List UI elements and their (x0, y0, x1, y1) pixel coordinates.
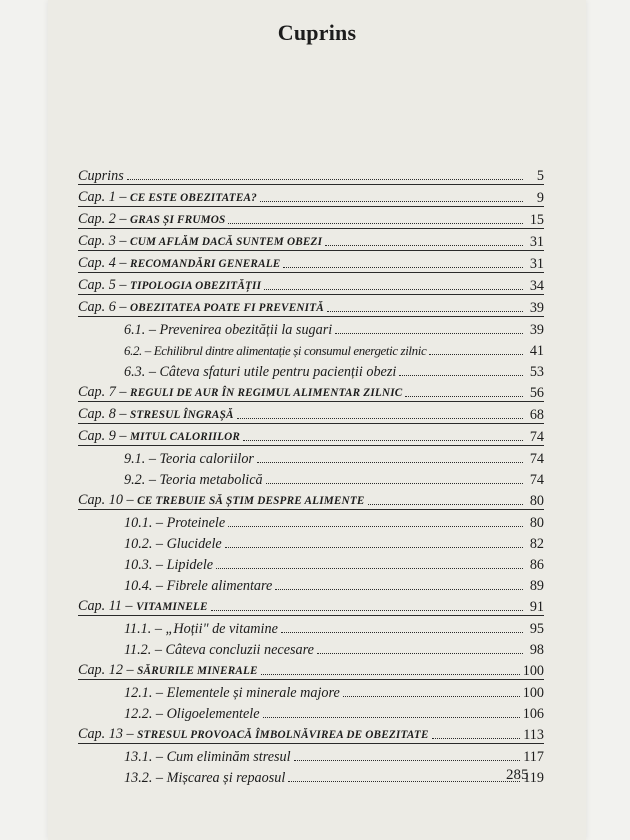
toc-page-number: 41 (529, 343, 544, 359)
toc-entry-prefix: 6.3. – (124, 364, 160, 380)
toc-entry-title: TIPOLOGIA OBEZITĂȚII (130, 280, 262, 292)
book-page (48, 0, 586, 840)
toc-entry-title: Echilibrul dintre alimentație și consumul energetic zilnic (153, 343, 427, 358)
toc-page-number: 86 (529, 557, 544, 573)
toc-entry-cap-11 (78, 594, 544, 616)
dot-leader (343, 696, 520, 697)
toc-page-number: 15 (529, 212, 544, 228)
toc-entry-prefix: Cap. 11 – (78, 598, 137, 614)
toc-page-number: 100 (522, 685, 544, 701)
dot-leader (264, 289, 523, 290)
toc-page-number: 117 (523, 749, 544, 765)
toc-entry-cap-7 (78, 380, 544, 402)
toc-page-number: 95 (529, 621, 544, 637)
toc-entry-12-1 (78, 680, 544, 701)
toc-page-number: 91 (529, 599, 544, 615)
toc-entry-title: Proteinele (166, 515, 226, 531)
toc-entry-title: VITAMINELE (136, 601, 208, 613)
toc-entry-prefix: 11.2. – (124, 642, 166, 658)
dot-leader (127, 179, 523, 180)
toc-entry-prefix: 11.1. – (124, 621, 166, 637)
toc-page-number: 34 (529, 278, 544, 294)
toc-page-number: 5 (536, 168, 544, 184)
dot-leader (263, 717, 520, 718)
toc-entry-title: CUM AFLĂM DACĂ SUNTEM OBEZI (130, 236, 323, 248)
toc-entry-title: MITUL CALORIILOR (130, 431, 241, 443)
dot-leader (261, 674, 520, 675)
toc-entry-prefix: Cap. 9 – (78, 428, 131, 444)
toc-entry-title: Glucidele (166, 536, 222, 552)
toc-page-number: 74 (529, 451, 544, 467)
toc-page-number: 98 (529, 642, 544, 658)
toc-entry-prefix: 10.3. – (124, 557, 167, 573)
toc-entry-title: RECOMANDĂRI GENERALE (130, 258, 281, 270)
toc-page-number: 53 (529, 364, 544, 380)
toc-entry-prefix: Cap. 4 – (78, 255, 131, 271)
toc-page-number: 113 (523, 727, 544, 743)
toc-entry-title: Oligoelementele (166, 706, 260, 722)
toc-entry-title: Cum eliminăm stresul (166, 749, 291, 765)
toc-entry-cap-2 (78, 207, 544, 229)
dot-leader (243, 440, 523, 441)
toc-page-number: 74 (529, 429, 544, 445)
toc-entry-10-2 (78, 531, 544, 552)
toc-entry-13-2 (78, 765, 544, 786)
dot-leader (429, 354, 523, 355)
toc-entry-cap-13 (78, 722, 544, 744)
dot-leader (266, 483, 523, 484)
toc-entry-cap-9 (78, 424, 544, 446)
toc-entry-title: REGULI DE AUR ÎN REGIMUL ALIMENTAR ZILNIC (130, 387, 403, 399)
dot-leader (228, 223, 523, 224)
toc-page-number: 119 (523, 770, 544, 786)
toc-entry-prefix: 9.1. – (124, 451, 160, 467)
toc-entry-cap-8 (78, 402, 544, 424)
toc-entry-10-3 (78, 552, 544, 573)
toc-page-number: 56 (529, 385, 544, 401)
toc-entry-cap-4 (78, 251, 544, 273)
toc-entry-prefix: 12.2. – (124, 706, 167, 722)
dot-leader (260, 201, 523, 202)
toc-entry-cap-12 (78, 658, 544, 680)
dot-leader (368, 504, 523, 505)
dot-leader (405, 396, 523, 397)
toc-entry-title: Fibrele alimentare (166, 578, 273, 594)
toc-entry-6-3 (78, 359, 544, 380)
toc-entry-title: Mișcarea și repaosul (166, 770, 286, 786)
toc-entry-title: SĂRURILE MINERALE (137, 665, 258, 677)
toc-entry-10-1 (78, 510, 544, 531)
page-number: 285 (506, 767, 529, 783)
toc-entry-prefix: Cap. 12 – (78, 662, 138, 678)
toc-entry-title: Câteva concluzii necesare (165, 642, 314, 658)
toc-page-number: 82 (529, 536, 544, 552)
toc-entry-13-1 (78, 744, 544, 765)
toc-entry-prefix: 6.1. – (124, 322, 160, 338)
toc-page-number: 31 (529, 256, 544, 272)
toc-page-number: 68 (529, 407, 544, 423)
toc-page-number: 39 (529, 300, 544, 316)
dot-leader (283, 267, 523, 268)
dot-leader (294, 760, 521, 761)
toc-entry-prefix: 9.2. – (124, 472, 160, 488)
toc-page-number: 9 (536, 190, 544, 206)
dot-leader (335, 333, 523, 334)
toc-entry-6-1 (78, 317, 544, 338)
toc-page-number: 80 (529, 493, 544, 509)
toc-entry-title: Teoria caloriilor (159, 451, 254, 467)
toc-entry-title: CE ESTE OBEZITATEA? (130, 192, 257, 204)
toc-entry-cap-6 (78, 295, 544, 317)
toc-entry-title: Prevenirea obezității la sugari (159, 322, 333, 338)
toc-page-number: 31 (529, 234, 544, 250)
toc-page-number: 80 (529, 515, 544, 531)
toc-entry-prefix: 10.2. – (124, 536, 167, 552)
toc-entry-prefix: 10.1. – (124, 515, 167, 531)
toc-entry-12-2 (78, 701, 544, 722)
toc-entry-cap-5 (78, 273, 544, 295)
toc-entry-cap-3 (78, 229, 544, 251)
toc-entry-prefix: Cap. 3 – (78, 233, 131, 249)
toc-entry-cap-1 (78, 185, 544, 207)
toc-entry-prefix: 10.4. – (124, 578, 167, 594)
toc-page-number: 39 (529, 322, 544, 338)
toc-entry-title: Câteva sfaturi utile pentru pacienții obezi (159, 364, 397, 380)
dot-leader (327, 311, 523, 312)
toc-entry-9-2 (78, 467, 544, 488)
toc-entry-prefix: Cap. 1 – (78, 189, 131, 205)
toc-entry-prefix: Cap. 10 – (78, 492, 138, 508)
toc-entry-title: Teoria metabolică (159, 472, 263, 488)
toc-entry-title: „Hoții" de vitamine (165, 621, 278, 637)
toc-entry-prefix: Cap. 7 – (78, 384, 131, 400)
table-of-contents (78, 163, 544, 786)
toc-entry-title: CE TREBUIE SĂ ȘTIM DESPRE ALIMENTE (137, 495, 365, 507)
toc-entry-title: Elementele și minerale majore (166, 685, 340, 701)
dot-leader (325, 245, 523, 246)
toc-entry-cap-10 (78, 488, 544, 510)
toc-entry-prefix: Cap. 13 – (78, 726, 138, 742)
toc-entry-prefix: Cap. 6 – (78, 299, 131, 315)
dot-leader (317, 653, 523, 654)
toc-entry-title: STRESUL PROVOACĂ ÎMBOLNĂVIREA DE OBEZITATE (137, 729, 429, 741)
dot-leader (211, 610, 523, 611)
toc-entry-11-1 (78, 616, 544, 637)
dot-leader (275, 589, 523, 590)
dot-leader (228, 526, 523, 527)
dot-leader (432, 738, 521, 739)
toc-entry-prefix: 13.1. – (124, 749, 167, 765)
toc-page-number: 89 (529, 578, 544, 594)
toc-page-number: 100 (522, 663, 544, 679)
toc-entry-11-2 (78, 637, 544, 658)
toc-entry-prefix: 12.1. – (124, 685, 167, 701)
dot-leader (225, 547, 523, 548)
toc-entry-prefix: Cap. 2 – (78, 211, 131, 227)
toc-entry-prefix: Cap. 8 – (78, 406, 131, 422)
toc-entry-10-4 (78, 573, 544, 594)
toc-page-number: 106 (522, 706, 544, 722)
dot-leader (281, 632, 523, 633)
toc-entry-prefix: 13.2. – (124, 770, 167, 786)
dot-leader (216, 568, 523, 569)
toc-entry-prefix: Cuprins (78, 168, 124, 184)
toc-entry-title: Lipidele (166, 557, 214, 573)
toc-entry-prefix: Cap. 5 – (78, 277, 131, 293)
toc-entry-cuprins (78, 163, 544, 185)
page-title: Cuprins (277, 20, 357, 45)
dot-leader (257, 462, 523, 463)
toc-entry-9-1 (78, 446, 544, 467)
toc-entry-title: OBEZITATEA POATE FI PREVENITĂ (130, 302, 324, 314)
dot-leader (237, 418, 523, 419)
toc-entry-title: STRESUL ÎNGRAȘĂ (130, 409, 234, 421)
toc-page-number: 74 (529, 472, 544, 488)
dot-leader (288, 781, 520, 782)
toc-entry-6-2 (78, 338, 544, 359)
toc-entry-prefix: 6.2. – (124, 343, 154, 358)
toc-entry-title: GRAS ȘI FRUMOS (130, 214, 226, 226)
dot-leader (399, 375, 523, 376)
